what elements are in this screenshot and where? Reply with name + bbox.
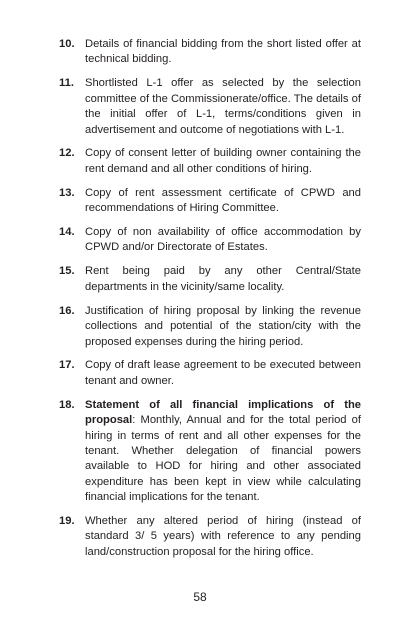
list-item bbox=[59, 186, 361, 217]
item-bold-lead: Statement of all financial implications of the proposal bbox=[85, 398, 361, 427]
item-text: Shortlisted L-1 offer as selected by the selection committee of the Commissionerate/office. The details of the initial offer of L-1, terms/conditions given in advertisement and outcome of negotiations with L-1. bbox=[85, 77, 361, 136]
item-number: 10. bbox=[59, 38, 75, 50]
item-number: 12. bbox=[59, 147, 75, 160]
list-item bbox=[59, 76, 361, 138]
item-number: 18. bbox=[59, 398, 75, 411]
item-number: 11. bbox=[59, 77, 74, 90]
item-text: Copy of consent letter of building owner containing the rent demand and all other conditions of hiring. bbox=[85, 147, 361, 175]
list-item bbox=[59, 37, 361, 68]
item-number: 17. bbox=[59, 359, 75, 372]
item-text: Rent being paid by any other Central/State departments in the vicinity/same locality. bbox=[85, 265, 361, 293]
list-item bbox=[59, 398, 361, 506]
item-number: 13. bbox=[59, 186, 75, 199]
item-number: 16. bbox=[59, 304, 75, 317]
item-text: Justification of hiring proposal by linking the revenue collections and potential of the station/city with the proposed expenses during the hiring period. bbox=[85, 304, 361, 348]
page-number: 58 bbox=[193, 590, 207, 604]
list-item bbox=[59, 264, 361, 295]
item-text: Copy of draft lease agreement to be executed between tenant and owner. bbox=[85, 359, 361, 387]
item-text: Details of financial bidding from the short listed offer at technical bidding. bbox=[85, 38, 361, 66]
list-item bbox=[59, 304, 361, 350]
item-number: 19. bbox=[59, 515, 75, 528]
list-item bbox=[59, 358, 361, 389]
item-text: Whether any altered period of hiring (instead of standard 3/ 5 years) with reference to any pending land/construction proposal for the hiring office. bbox=[85, 515, 361, 558]
requirements-list bbox=[59, 37, 361, 569]
item-number: 14. bbox=[59, 226, 75, 239]
item-text: Copy of rent assessment certificate of CPWD and recommendations of Hiring Committee. bbox=[85, 186, 361, 215]
list-item bbox=[59, 225, 361, 256]
item-number: 15. bbox=[59, 265, 75, 278]
item-text: : Monthly, Annual and for the total period of hiring in terms of rent and all other expenses for the tenant. Whether delegation of financial powers available to HOD for hiring and other associated expenditure has been kept in view while calculating financial implications for the tenant. bbox=[85, 414, 361, 504]
list-item bbox=[59, 514, 361, 560]
list-item bbox=[59, 146, 361, 177]
item-text: Copy of non availability of office accommodation by CPWD and/or Directorate of Estates. bbox=[85, 226, 361, 254]
